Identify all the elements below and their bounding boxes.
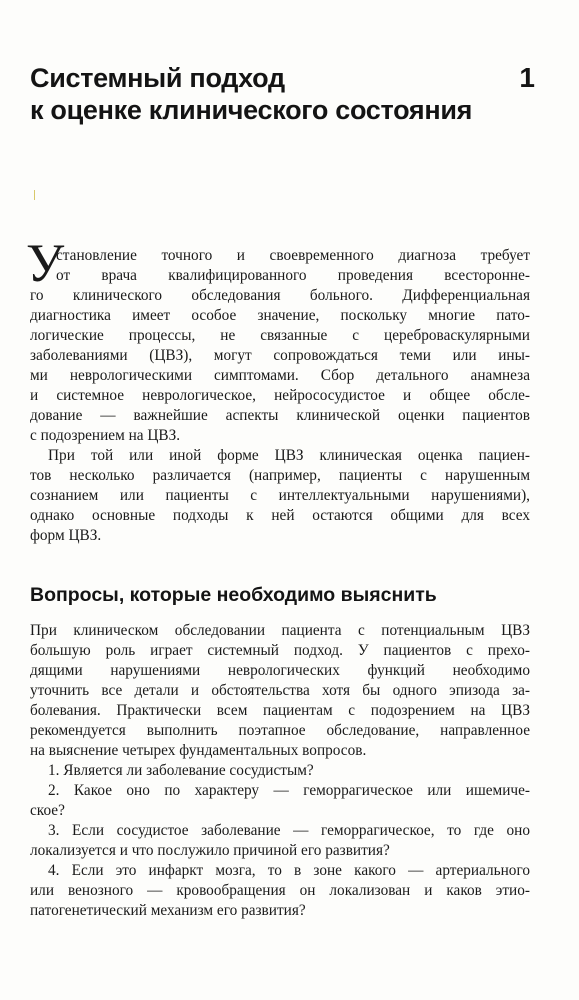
question-1: 1. Является ли заболевание сосудистым?: [48, 762, 314, 779]
question-3: 3. Если сосудистое заболевание — геморрагическое, то где оно: [48, 822, 530, 839]
text-line: го клинического обследования больного. Дифференциальная: [30, 287, 530, 304]
text-line: однако основные подходы к ней остаются общими для всех: [30, 507, 530, 524]
intro-paragraphs: [30, 246, 530, 546]
text-line: уточнить все детали и обстоятельства хотя бы одного эпизода за-: [30, 682, 530, 699]
text-line: становление точного и своевременного диагноза требует: [56, 247, 530, 264]
text-line: При клиническом обследовании пациента с потенциальным ЦВЗ: [30, 622, 530, 639]
section-body: [30, 621, 530, 921]
chapter-title-line: Системный подход: [30, 63, 285, 93]
chapter-number: 1: [519, 62, 535, 93]
margin-mark: [34, 190, 35, 200]
text-line: на выяснение четырех фундаментальных вопросов.: [30, 742, 367, 759]
chapter-title: [30, 62, 473, 126]
text-line: и системное неврологическое, нейрососудистое и общее обсле-: [30, 387, 530, 404]
drop-cap: У: [26, 233, 65, 293]
text-line: ми неврологическими симптомами. Сбор детального анамнеза: [30, 367, 530, 384]
text-line: большую роль играет системный подход. У пациентов с прехо-: [30, 642, 530, 659]
text-line: локализуется и что послужило причиной его развития?: [30, 842, 390, 859]
text-line: с подозрением на ЦВЗ.: [30, 427, 181, 444]
text-line: или венозного — кровообращения он локализован и каков этио-: [30, 882, 530, 899]
text-line: дование — важнейшие аспекты клинической оценки пациентов: [30, 407, 530, 424]
text-line: форм ЦВЗ.: [30, 527, 102, 544]
text-line: рекомендуется выполнить поэтапное обследование, направленное: [30, 722, 530, 739]
section-heading: Вопросы, которые необходимо выяснить: [30, 584, 437, 606]
text-line: ское?: [30, 802, 65, 819]
text-line: дящими нарушениями неврологических функций необходимо: [30, 662, 530, 679]
text-line: от врача квалифицированного проведения всесторонне-: [56, 267, 530, 284]
text-line: логические процессы, не связанные с цереброваскулярными: [30, 327, 530, 344]
text-line: тов несколько различается (например, пациенты с нарушенным: [30, 467, 530, 484]
text-line: патогенетический механизм его развития?: [30, 902, 306, 919]
text-line: При той или иной форме ЦВЗ клиническая оценка пациен-: [48, 447, 530, 464]
question-4: 4. Если это инфаркт мозга, то в зоне какого — артериального: [48, 862, 530, 879]
text-line: сознанием или пациенты с интеллектуальными нарушениями),: [30, 487, 530, 504]
question-2: 2. Какое оно по характеру — геморрагическое или ишемиче-: [48, 782, 530, 799]
chapter-title-line: к оценке клинического состояния: [30, 95, 473, 125]
text-line: заболеваниями (ЦВЗ), могут сопровождаться теми или ины-: [30, 347, 530, 364]
text-line: болевания. Практически всем пациентам с подозрением на ЦВЗ: [30, 702, 530, 719]
text-line: диагностика имеет особое значение, поскольку многие пато-: [30, 307, 530, 324]
